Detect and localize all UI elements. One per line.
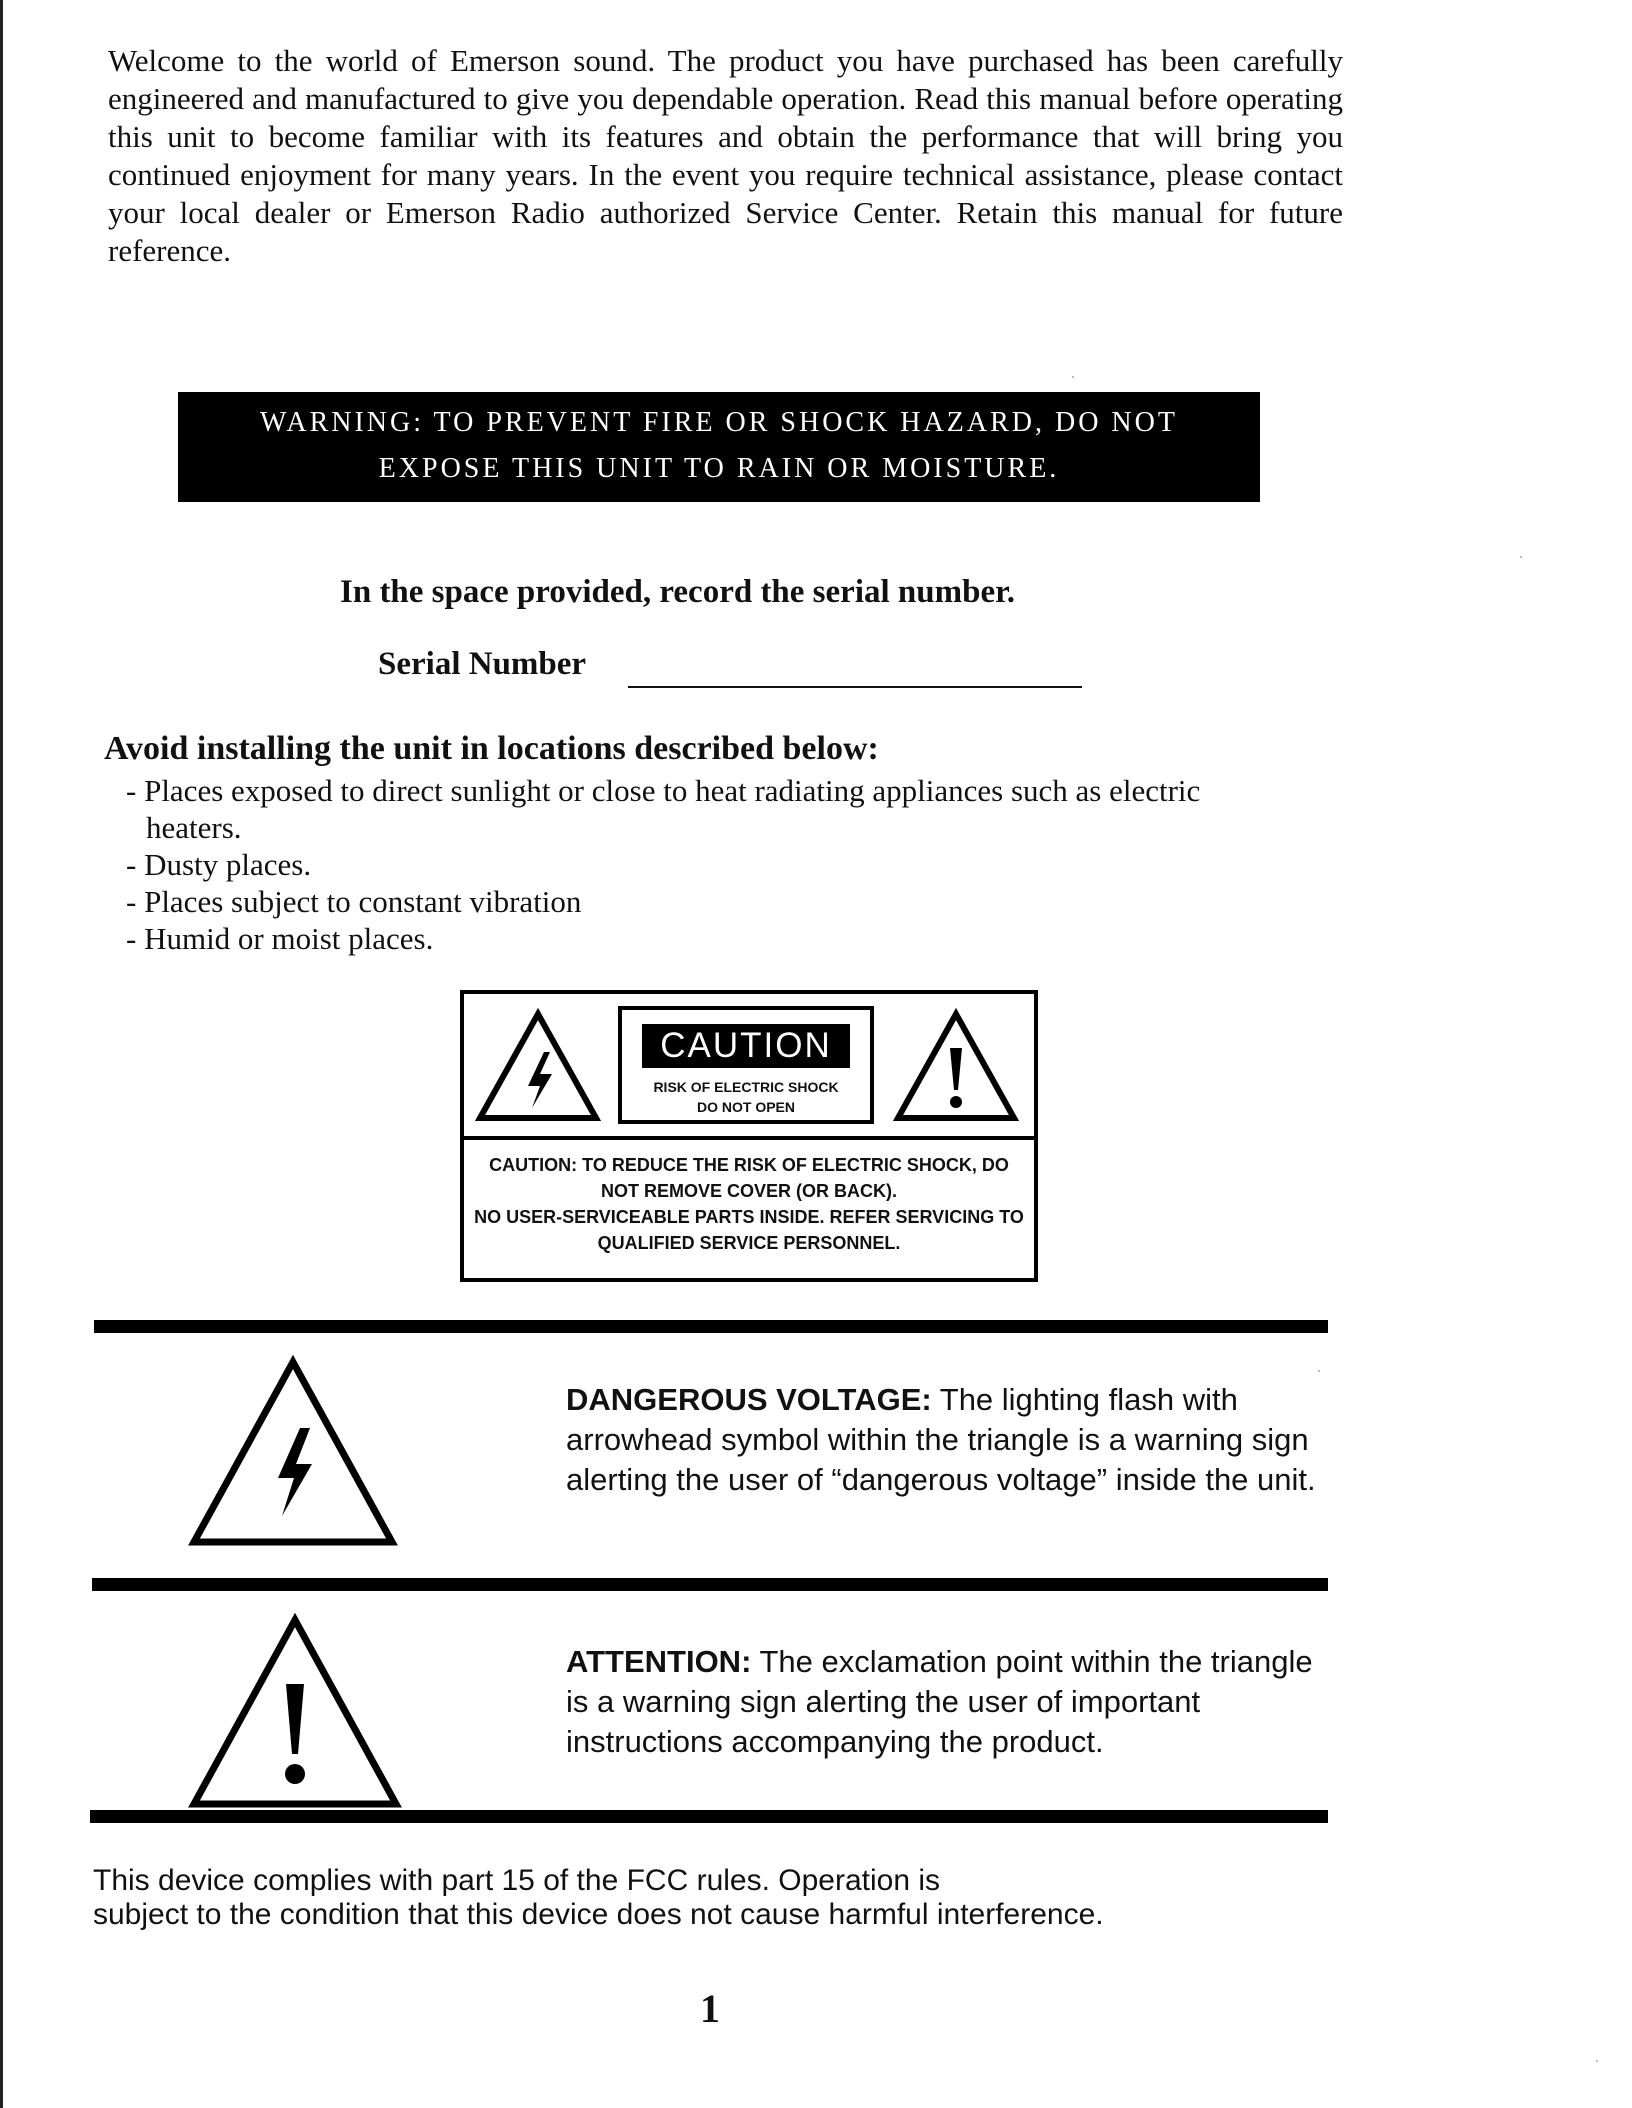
caution-text-line-1: CAUTION: TO REDUCE THE RISK OF ELECTRIC SHOCK, DO [489, 1155, 1009, 1175]
dangerous-voltage-text: The lighting flash with arrowhead symbol within the triangle is a warning sign alerting the user of “dangerous voltage” inside the unit. [566, 1382, 1316, 1497]
serial-instruction: In the space provided, record the serial number. [340, 574, 1015, 610]
dangerous-voltage-icon [186, 1354, 400, 1550]
fire-shock-warning-box [178, 392, 1260, 502]
caution-text-line-4: QUALIFIED SERVICE PERSONNEL. [597, 1233, 901, 1253]
list-item: - Humid or moist places. [126, 921, 434, 956]
fcc-compliance-notice [93, 1864, 1293, 1932]
scan-speck [1520, 556, 1522, 558]
caution-sub-line-1: RISK OF ELECTRIC SHOCK [653, 1079, 839, 1095]
section-rule [90, 1810, 1328, 1823]
page-number: 1 [700, 1986, 720, 2031]
caution-banner: CAUTION [642, 1024, 850, 1068]
section-rule [94, 1320, 1328, 1333]
exclamation-attention-icon [186, 1612, 404, 1812]
caution-instructions [472, 1152, 1026, 1256]
caution-label-symbols [464, 994, 1034, 1136]
caution-text-line-2: NOT REMOVE COVER (OR BACK). [600, 1181, 897, 1201]
serial-number-label: Serial Number [378, 646, 587, 682]
avoid-locations-heading: Avoid installing the unit in locations described below: [104, 730, 879, 767]
scan-speck [1318, 1370, 1320, 1372]
attention-text: The exclamation point within the triangle is a warning sign alerting the user of important instructions accompanying the product. [566, 1644, 1313, 1759]
section-rule [92, 1578, 1328, 1591]
warning-line-1: WARNING: TO PREVENT FIRE OR SHOCK HAZARD, DO NOT [260, 407, 1178, 438]
intro-paragraph: Welcome to the world of Emerson sound. The product you have purchased has been carefully engineered and manufactured to give you dependable operation. Read this manual before operating this unit to become familiar with its features and obtain the performance that will bring you continued enjoyment for many years. In the event you require technical assistance, please contact your local dealer or Emerson Radio authorized Service Center. Retain this manual for future reference. [108, 43, 1343, 268]
caution-sub-line-2: DO NOT OPEN [696, 1099, 795, 1115]
fcc-line-1: This device complies with part 15 of the FCC rules. Operation is [93, 1864, 941, 1897]
lightning-triangle-icon [474, 1008, 602, 1124]
exclamation-triangle-icon [892, 1008, 1020, 1124]
dangerous-voltage-notice [566, 1380, 1336, 1500]
fcc-line-2: subject to the condition that this device does not cause harmful interference. [93, 1898, 1104, 1931]
dangerous-voltage-term: DANGEROUS VOLTAGE: [566, 1382, 932, 1417]
caution-divider [464, 1136, 1034, 1140]
page-edge-rule [0, 0, 3, 2108]
avoid-locations-list [126, 772, 1226, 957]
list-item: - Places subject to constant vibration [126, 884, 582, 919]
list-item: - Dusty places. [126, 847, 312, 882]
serial-number-blank-line [628, 686, 1082, 688]
scan-speck [1596, 2060, 1598, 2062]
scan-speck [1072, 376, 1074, 378]
caution-label-panel [460, 990, 1038, 1282]
caution-text-line-3: NO USER-SERVICEABLE PARTS INSIDE. REFER SERVICING TO [474, 1207, 1024, 1227]
caution-sign [618, 1006, 874, 1124]
list-item: - Places exposed to direct sunlight or close to heat radiating appliances such as electric heaters. [126, 773, 1201, 845]
warning-line-2: EXPOSE THIS UNIT TO RAIN OR MOISTURE. [378, 453, 1060, 484]
attention-notice [566, 1642, 1336, 1762]
attention-term: ATTENTION: [566, 1644, 752, 1679]
